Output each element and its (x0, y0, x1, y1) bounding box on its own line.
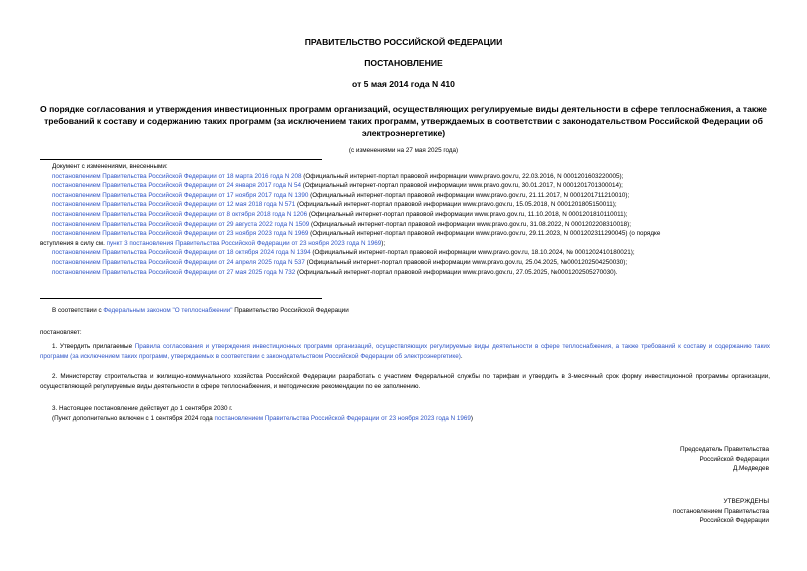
effective-date-link[interactable]: пункт 3 постановления Правительства Российской Федерации от 23 ноября 2023 года N 1969 (106, 239, 382, 247)
list-item: постановлением Правительства Российской Федерации от 24 апреля 2025 года N 537 (Официальный интернет-портал правовой информации www.pravo.gov.ru, 25.04.2025, №0001202504250030); (52, 258, 628, 266)
document-title: О порядке согласования и утверждения инвестиционных программ организаций, осуществляющих регулируемые виды деятельности в сфере теплоснабжения, а также требований к составу и содержанию таких программ (за исключением таких программ, утверждаемых в соответствии с законодательством Российской Федерации об электроэнергетике) (40, 104, 767, 138)
signature-position: Председатель Правительства (680, 446, 769, 453)
law-link[interactable]: Федеральным законом "О теплоснабжении" (103, 307, 233, 314)
date-number: от 5 мая 2014 года N 410 (352, 79, 455, 89)
list-item: постановлением Правительства Российской Федерации от 29 августа 2022 года N 1509 (Официальный интернет-портал правовой информации www.pravo.gov.ru, 31.08.2022, N 0001202208310018); (52, 220, 632, 228)
list-item: постановлением Правительства Российской Федерации от 8 октября 2018 года N 1206 (Официальный интернет-портал правовой информации www.pravo.gov.ru, 11.10.2018, N 0001201810110011); (52, 210, 628, 218)
government-heading: ПРАВИТЕЛЬСТВО РОССИЙСКОЙ ФЕДЕРАЦИИ (304, 37, 503, 47)
list-item: постановлением Правительства Российской Федерации от 24 января 2017 года N 54 (Официальный интернет-портал правовой информации www.pravo.gov.ru, 30.01.2017, N 0001201701300014); (52, 182, 623, 190)
list-item: постановлением Правительства Российской Федерации от 27 мая 2025 года N 732 (Официальный интернет-портал правовой информации www.pravo.gov.ru, 27.05.2025, №0001202505270030). (52, 268, 618, 276)
bottom-divider (40, 298, 322, 299)
approved-by: постановлением Правительства (673, 507, 769, 515)
change-link[interactable]: постановлением Правительства Российской Федерации от 23 ноября 2023 года N 1969 (52, 230, 309, 238)
signature-block (680, 445, 769, 474)
change-link[interactable]: постановлением Правительства Российской Федерации от 27 мая 2025 года N 732 (52, 268, 296, 276)
approved-org: Российской Федерации (699, 517, 769, 525)
list-item: постановлением Правительства Российской Федерации от 12 мая 2018 года N 571 (Официальный интернет-портал правовой информации www.pravo.gov.ru, 15.05.2018, N 0001201805150011); (52, 201, 617, 209)
change-link[interactable]: постановлением Правительства Российской Федерации от 24 апреля 2025 года N 537 (52, 258, 305, 266)
change-link[interactable]: постановлением Правительства Российской Федерации от 12 мая 2018 года N 571 (52, 201, 296, 209)
change-link[interactable]: постановлением Правительства Российской Федерации от 8 октября 2018 года N 1206 (52, 210, 308, 218)
changes-intro: Документ с изменениями, внесенными: (52, 163, 168, 170)
paragraph-3: 3. Настоящее постановление действует до 1 сентября 2030 г. (52, 405, 233, 412)
paragraph-1: 1. Утвердить прилагаемые Правила согласования и утверждения инвестиционных программ организаций, осуществляющих регулируемые виды деятельности в сфере теплоснабжения, а также требований к составу и содержанию таких программ (за исключением таких программ, утверждаемых в соответствии с законодательством Российской Федерации об электроэнергетике). (40, 343, 770, 360)
amendment-link[interactable]: постановлением Правительства Российской Федерации от 23 ноября 2023 года N 1969 (214, 415, 471, 422)
revision-note: (с изменениями на 27 мая 2025 года) (348, 147, 459, 154)
signature-org: Российской Федерации (699, 455, 769, 463)
document-type: ПОСТАНОВЛЕНИЕ (364, 58, 443, 68)
list-item: постановлением Правительства Российской Федерации от 18 октября 2024 года N 1394 (Официальный интернет-портал правовой информации www.pravo.gov.ru, 18.10.2024, № 0001202410180021); (52, 249, 635, 257)
decides-text: постановляет: (40, 329, 82, 336)
change-link[interactable]: постановлением Правительства Российской Федерации от 18 октября 2024 года N 1394 (52, 249, 311, 257)
change-link[interactable]: постановлением Правительства Российской Федерации от 24 января 2017 года N 54 (52, 182, 302, 190)
paragraph-2: 2. Министерству строительства и жилищно-коммунального хозяйства Российской Федерации разработать с участием Федеральной службы по тарифам и утвердить в 3-месячный срок форму инвестиционной программы организации, осуществляющей регулируемые виды деятельности в сфере теплоснабжения, и методические рекомендации по ее заполнению. (40, 373, 770, 390)
list-item: постановлением Правительства Российской Федерации от 23 ноября 2023 года N 1969 (Официальный интернет-портал правовой информации www.pravo.gov.ru, 29.11.2023, N 0001202311290045) (о порядке (52, 230, 661, 238)
list-item: постановлением Правительства Российской Федерации от 18 марта 2016 года N 208 (Официальный интернет-портал правовой информации www.pravo.gov.ru, 22.03.2016, N 0001201603220005); (52, 172, 624, 180)
approved-label: УТВЕРЖДЕНЫ (723, 498, 769, 505)
paragraph-3-note: (Пункт дополнительно включен с 1 сентября 2024 года постановлением Правительства Российской Федерации от 23 ноября 2023 года N 1969) (52, 415, 474, 422)
basis-paragraph: В соответствии с Федеральным законом "О теплоснабжении" Правительство Российской Федерации (52, 307, 349, 314)
rules-link[interactable]: Правила согласования и утверждения инвестиционных программ организаций, осуществляющих регулируемые виды деятельности в сфере теплоснабжения, а также требований к составу и содержанию таких программ (за исключением таких программ, утверждаемых в соответствии с законодательством Российской Федерации об электроэнергетике) (40, 343, 770, 360)
top-divider (40, 159, 322, 160)
changes-list (40, 162, 770, 277)
list-item-continuation: вступления в силу см. пункт 3 постановления Правительства Российской Федерации от 23 ноября 2023 года N 1969); (40, 239, 386, 247)
change-link[interactable]: постановлением Правительства Российской Федерации от 29 августа 2022 года N 1509 (52, 220, 310, 228)
signature-name: Д.Медведев (732, 465, 769, 473)
approval-block (673, 497, 769, 526)
change-link[interactable]: постановлением Правительства Российской Федерации от 18 марта 2016 года N 208 (52, 172, 302, 180)
change-link[interactable]: постановлением Правительства Российской Федерации от 17 ноября 2017 года N 1390 (52, 191, 309, 199)
list-item: постановлением Правительства Российской Федерации от 17 ноября 2017 года N 1390 (Официальный интернет-портал правовой информации www.pravo.gov.ru, 21.11.2017, N 0001201711210010); (52, 191, 630, 199)
